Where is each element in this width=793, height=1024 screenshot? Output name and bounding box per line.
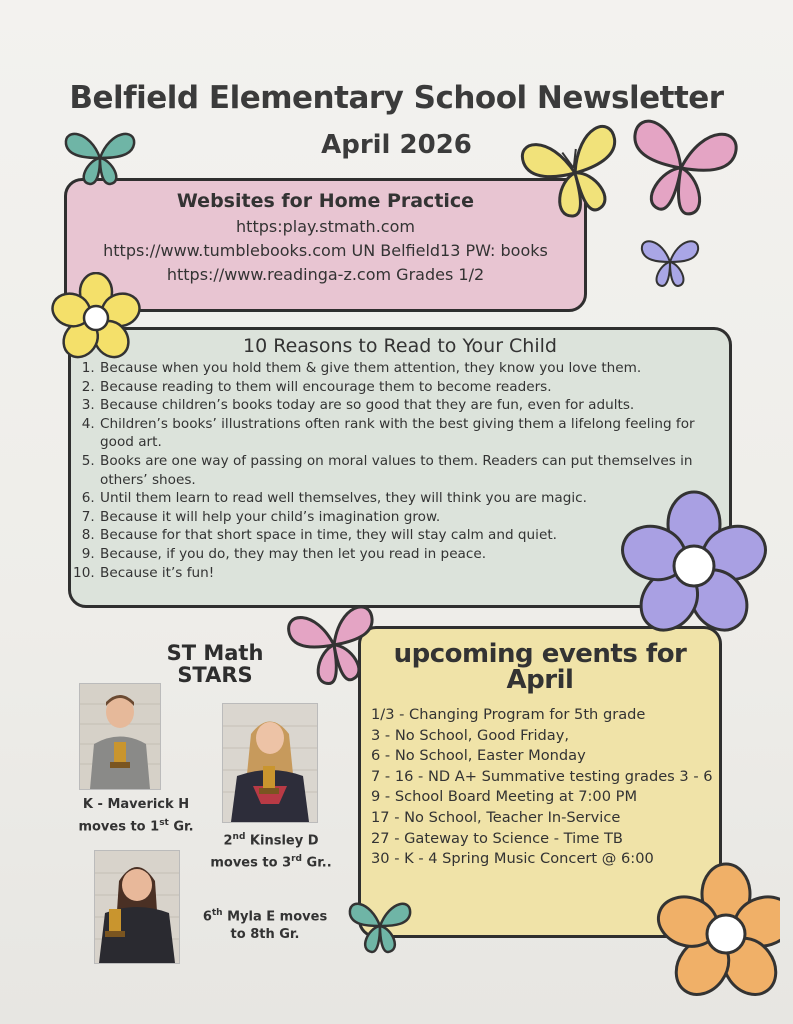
newsletter-title: Belfield Elementary School Newsletter <box>69 80 724 116</box>
caption-line: 6th Myla E moves <box>202 908 328 925</box>
website-line: https://www.readinga-z.com Grades 1/2 <box>166 265 485 284</box>
teal-butterfly-small-icon <box>344 892 416 960</box>
events-heading <box>361 641 719 693</box>
teal-butterfly-icon <box>62 124 138 192</box>
reason-item: 7. Because it will help your child’s imagination grow. <box>99 508 729 527</box>
reason-item: 2. Because reading to them will encourage them to become readers. <box>99 378 729 397</box>
event-item: 17 - No School, Teacher In-Service <box>371 808 621 826</box>
reason-item: 5. Books are one way of passing on moral values to them. Readers can put themselves in others’ shoes. <box>99 452 729 489</box>
reason-item: 10. Because it’s fun! <box>99 564 729 583</box>
stars-heading-line: ST Math <box>166 641 264 665</box>
event-item: 6 - No School, Easter Monday <box>371 747 586 765</box>
caption-line: to 8th Gr. <box>230 927 300 943</box>
reasons-heading: 10 Reasons to Read to Your Child <box>243 335 557 357</box>
purple-butterfly-icon <box>638 232 702 292</box>
event-item: 7 - 16 - ND A+ Summative testing grades 3 - 6 <box>371 767 713 785</box>
caption-line: moves to 1st Gr. <box>78 818 194 835</box>
reason-item: 9. Because, if you do, they may then let you read in peace. <box>99 545 729 564</box>
reason-item: 8. Because for that short space in time, they will stay calm and quiet. <box>99 526 729 545</box>
event-item: 9 - School Board Meeting at 7:00 PM <box>371 788 638 806</box>
student-photo-maverick <box>79 683 161 790</box>
student-caption-maverick <box>72 796 200 836</box>
newsletter-month: April 2026 <box>321 130 472 160</box>
event-item: 3 - No School, Good Friday, <box>371 726 569 744</box>
events-heading-line: upcoming events for <box>393 639 687 669</box>
student-caption-kinsley <box>196 828 346 873</box>
events-list <box>371 705 719 870</box>
website-line: https:play.stmath.com <box>236 217 415 236</box>
student-photo-myla <box>94 850 180 964</box>
event-item: 27 - Gateway to Science - Time TB <box>371 829 623 847</box>
caption-line: 2nd Kinsley D <box>223 832 319 849</box>
reason-item: 1. Because when you hold them & give them attention, they know you love them. <box>99 359 729 378</box>
st-math-stars-heading <box>150 642 280 686</box>
websites-heading: Websites for Home Practice <box>176 190 475 212</box>
reason-item: 4. Children’s books’ illustrations often rank with the best giving them a lifelong feeling for good art. <box>99 415 729 452</box>
event-item: 30 - K - 4 Spring Music Concert @ 6:00 <box>371 850 654 868</box>
pink-butterfly-small-icon <box>284 598 384 692</box>
reason-item: 6. Until them learn to read well themselves, they will think you are magic. <box>99 489 729 508</box>
student-caption-myla <box>190 904 340 944</box>
events-heading-line: April <box>506 665 574 695</box>
student-photo-kinsley <box>222 703 318 823</box>
event-item: 1/3 - Changing Program for 5th grade <box>371 706 646 723</box>
yellow-butterfly-icon <box>520 118 630 228</box>
caption-line: moves to 3rd Gr.. <box>210 854 332 871</box>
yellow-flower-icon <box>50 272 142 364</box>
orange-flower-icon <box>654 858 780 998</box>
websites-box <box>64 178 587 312</box>
purple-flower-icon <box>618 490 770 642</box>
stars-heading-line: STARS <box>177 663 253 687</box>
website-line: https://www.tumblebooks.com UN Belfield13 PW: books <box>103 241 548 260</box>
pink-butterfly-icon <box>622 112 740 224</box>
reason-item: 3. Because children’s books today are so good that they are fun, even for adults. <box>99 396 729 415</box>
caption-line: K - Maverick H <box>82 797 190 812</box>
